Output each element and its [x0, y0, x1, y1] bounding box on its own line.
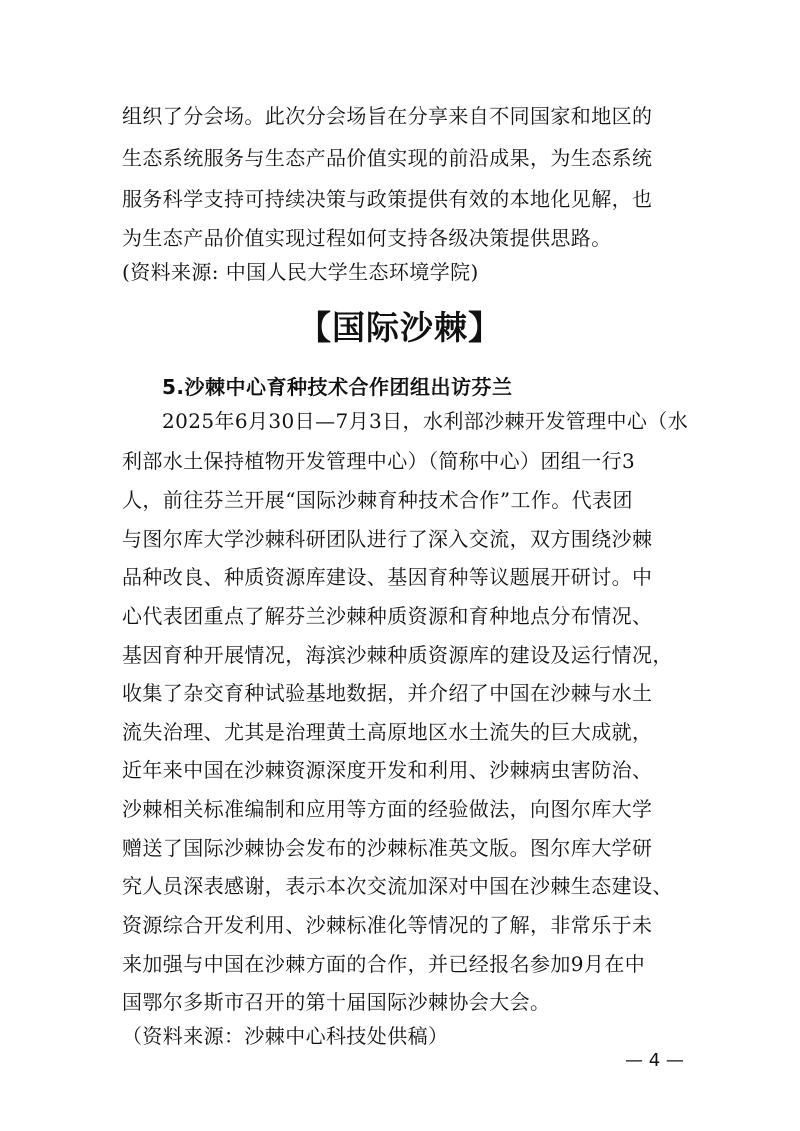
article-line: 人，前往芬兰开展“国际沙棘育种技术合作”工作。代表团 — [122, 488, 633, 512]
article-line: 利部水土保持植物开发管理中心）（简称中心）团组一行3 — [122, 449, 636, 473]
article-line: 收集了杂交育种试验基地数据，并介绍了中国在沙棘与水土 — [122, 681, 653, 705]
article-line: 2025年6月30日—7月3日，水利部沙棘开发管理中心（水 — [162, 409, 689, 433]
article-source: （资料来源：沙棘中心科技处供稿） — [122, 1024, 449, 1048]
article-line: 近年来中国在沙棘资源深度开发和利用、沙棘病虫害防治、 — [122, 758, 653, 782]
intro-line: 服务科学支持可持续决策与政策提供有效的本地化见解，也 — [122, 187, 653, 211]
article-line: 国鄂尔多斯市召开的第十届国际沙棘协会大会。 — [122, 990, 551, 1014]
article-line: 究人员深表感谢，表示本次交流加深对中国在沙棘生态建设、 — [122, 874, 673, 898]
article-line: 资源综合开发利用、沙棘标准化等情况的了解，非常乐于未 — [122, 913, 653, 937]
article-line: 流失治理、尤其是治理黄土高原地区水土流失的巨大成就， — [122, 720, 653, 744]
page-number: — 4 — — [625, 1050, 684, 1071]
intro-line: 组织了分会场。此次分会场旨在分享来自不同国家和地区的 — [122, 104, 653, 128]
intro-line: 为生态产品价值实现过程如何支持各级决策提供思路。 — [122, 226, 612, 250]
article-line: 沙棘相关标准编制和应用等方面的经验做法，向图尔库大学 — [122, 797, 653, 821]
intro-line: 生态系统服务与生态产品价值实现的前沿成果，为生态系统 — [122, 146, 653, 170]
article-line: 品种改良、种质资源库建设、基因育种等议题展开研讨。中 — [122, 565, 653, 589]
article-line: 赠送了国际沙棘协会发布的沙棘标准英文版。图尔库大学研 — [122, 836, 653, 860]
intro-source: (资料来源: 中国人民大学生态环境学院) — [122, 260, 479, 284]
section-heading: 【国际沙棘】 — [298, 308, 502, 347]
article-title: 5.沙棘中心育种技术合作团组出访芬兰 — [162, 375, 513, 399]
article-line: 来加强与中国在沙棘方面的合作，并已经报名参加9月在中 — [122, 952, 646, 976]
article-line: 基因育种开展情况，海滨沙棘种质资源库的建设及运行情况， — [122, 643, 673, 667]
article-line: 与图尔库大学沙棘科研团队进行了深入交流，双方围绕沙棘 — [122, 527, 653, 551]
article-line: 心代表团重点了解芬兰沙棘种质资源和育种地点分布情况、 — [122, 604, 653, 628]
